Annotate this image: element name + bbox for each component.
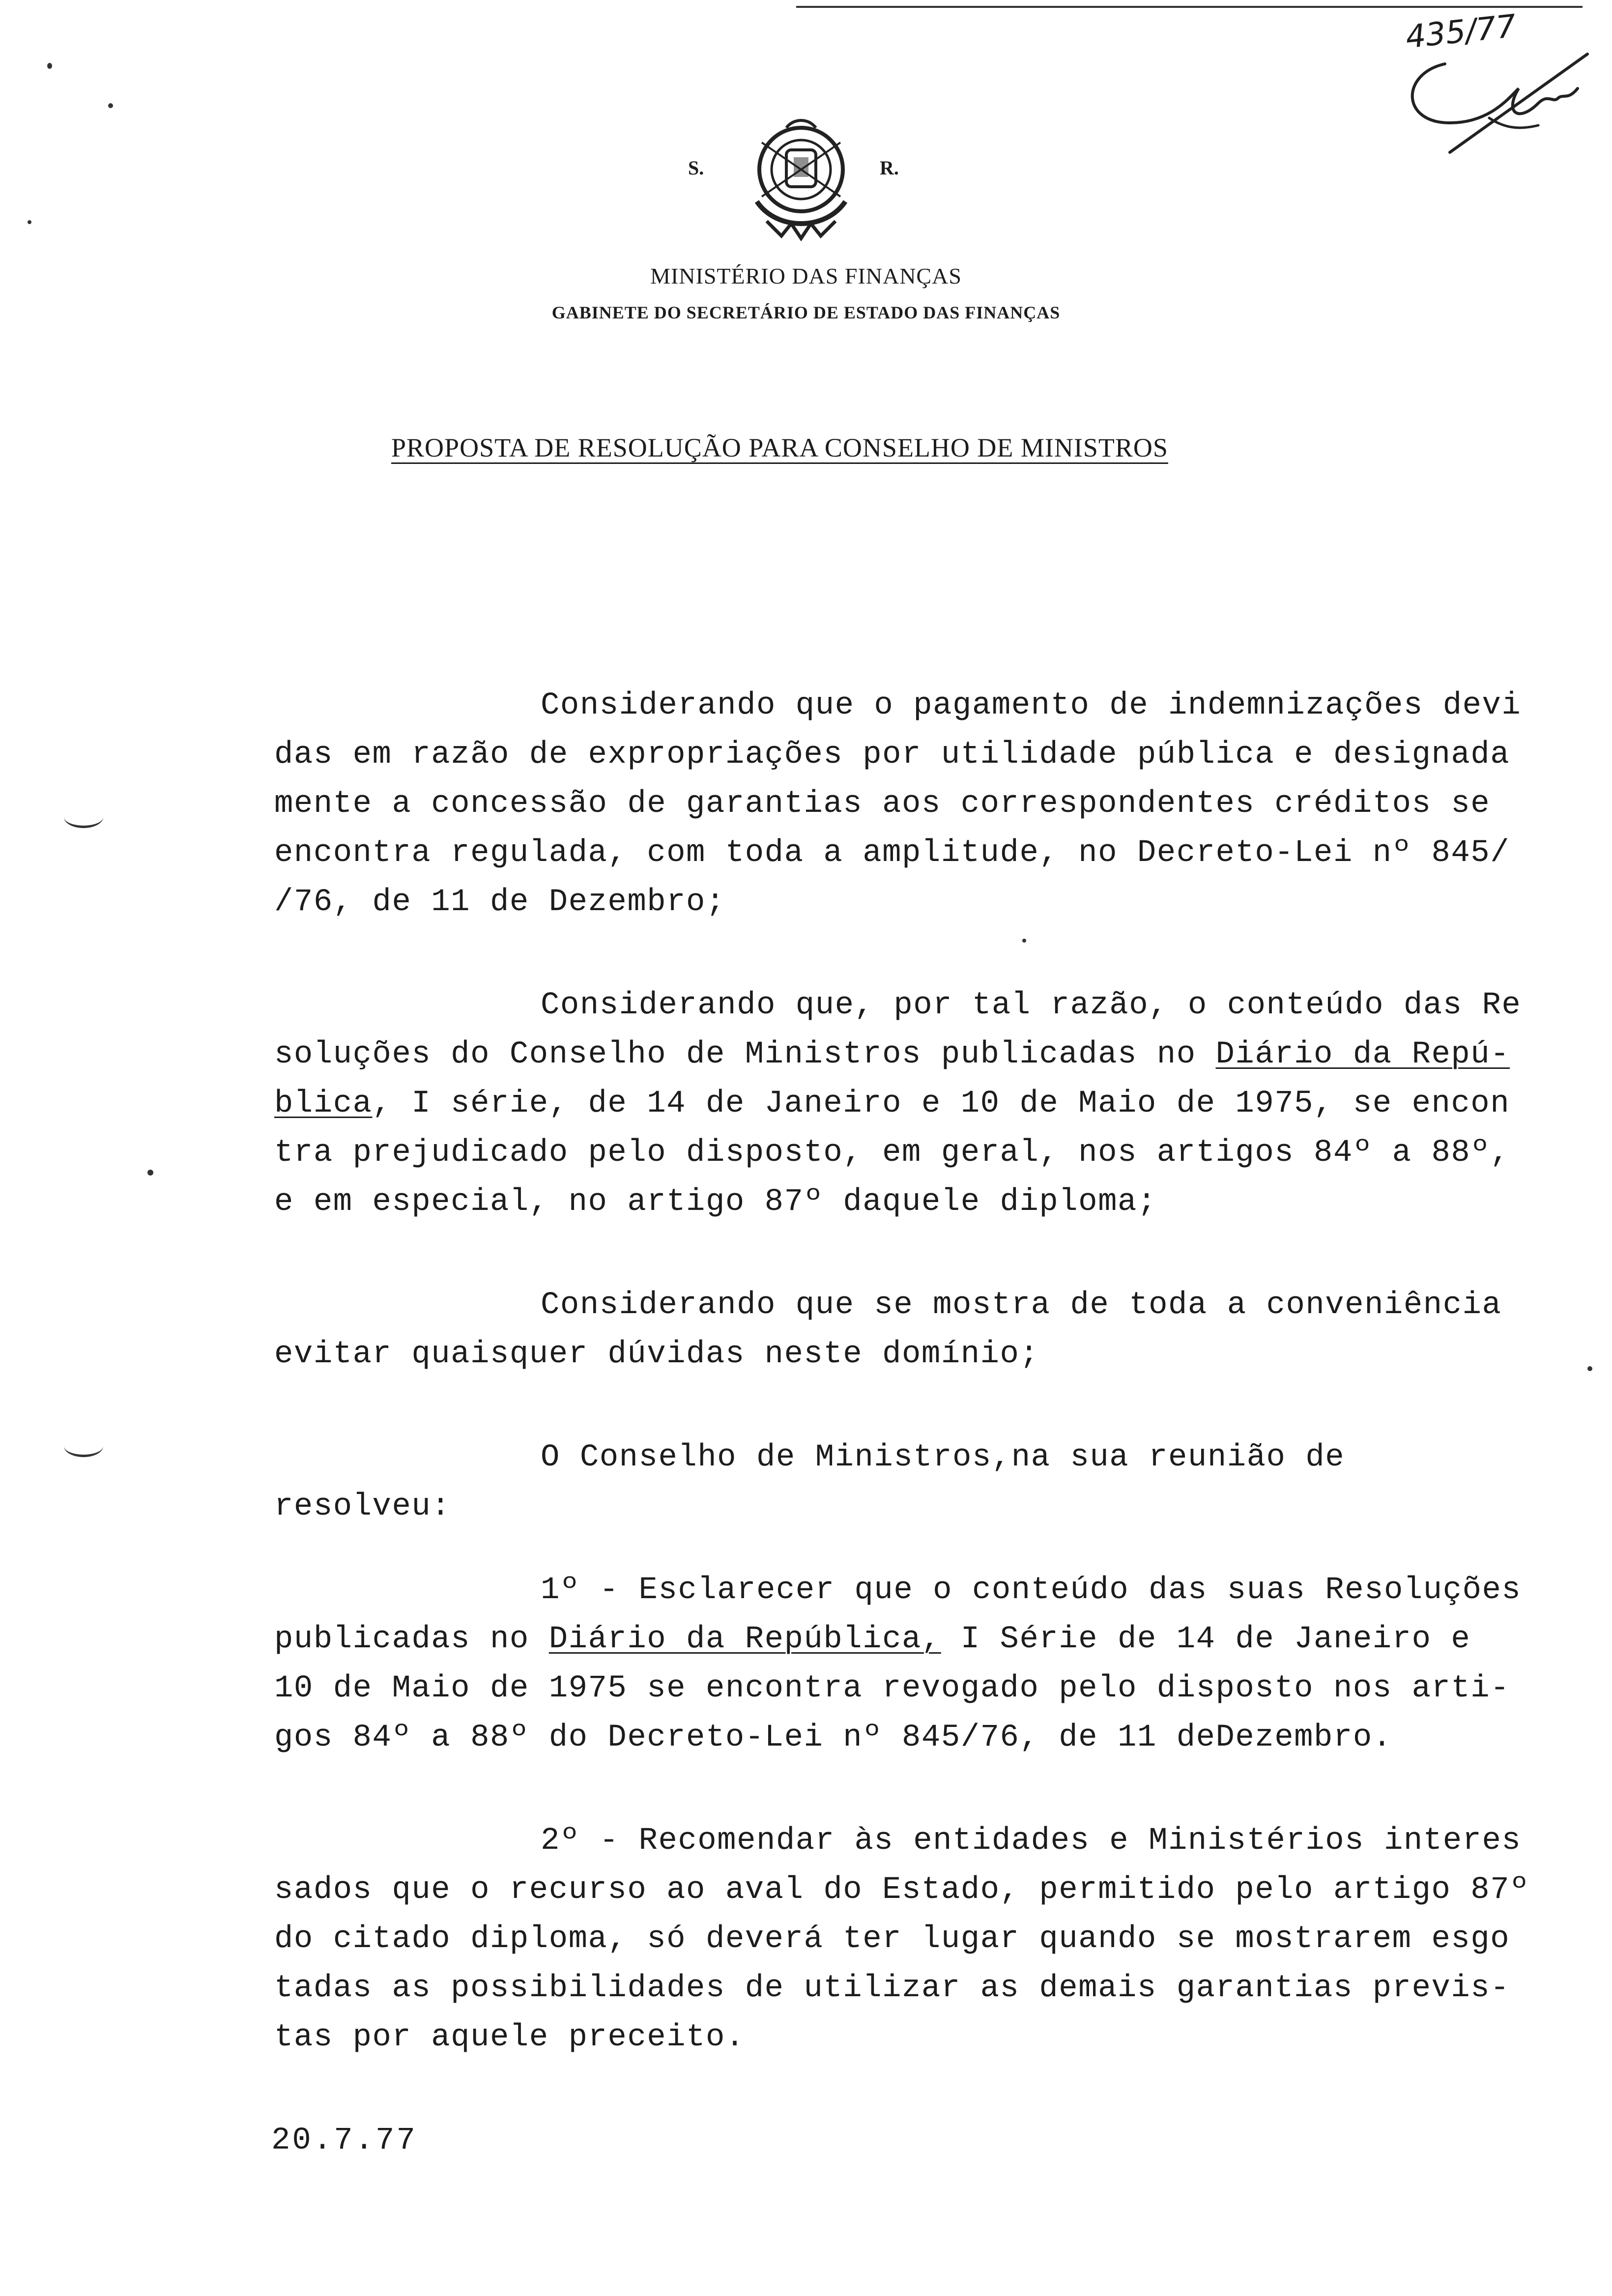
paragraph-4-line: O Conselho de Ministros,na sua reunião de bbox=[541, 1440, 1345, 1475]
paragraph-1-line: Considerando que o pagamento de indemnizações devi bbox=[541, 688, 1522, 723]
item-2-line: tas por aquele preceito. bbox=[274, 2020, 745, 2055]
scan-hole-mark bbox=[64, 1435, 103, 1457]
paragraph-2-text: soluções do Conselho de Ministros publicadas no bbox=[274, 1037, 1216, 1072]
paragraph-2-line bbox=[274, 1086, 1510, 1121]
scan-speck bbox=[147, 1170, 153, 1176]
paragraph-3-line: Considerando que se mostra de toda a conveniência bbox=[541, 1288, 1502, 1323]
paragraph-4-line: resolveu: bbox=[274, 1489, 451, 1524]
proposal-title: PROPOSTA DE RESOLUÇÃO PARA CONSELHO DE MINISTROS bbox=[391, 433, 1168, 462]
item-1-line bbox=[274, 1622, 1470, 1657]
paragraph-2-line: tra prejudicado pelo disposto, em geral, nos artigos 84º a 88º, bbox=[274, 1135, 1510, 1171]
paragraph-2-line: Considerando que, por tal razão, o conteúdo das Re bbox=[541, 988, 1522, 1023]
item-2-line: do citado diploma, só deverá ter lugar quando se mostrarem esgo bbox=[274, 1922, 1510, 1957]
paragraph-2-line bbox=[274, 1037, 1510, 1072]
coat-of-arms-icon bbox=[737, 108, 865, 251]
scan-speck bbox=[1022, 939, 1026, 943]
document-date: 20.7.77 bbox=[271, 2123, 417, 2158]
paragraph-1-line: encontra regulada, com toda a amplitude, no Decreto-Lei nº 845/ bbox=[274, 835, 1510, 871]
item-2-line: 2º - Recomendar às entidades e Ministérios interes bbox=[541, 1823, 1522, 1859]
paragraph-2-line: e em especial, no artigo 87º daquele diploma; bbox=[274, 1184, 1157, 1220]
letterhead-left-initial: S. bbox=[688, 157, 704, 179]
cabinet-subheading: GABINETE DO SECRETÁRIO DE ESTADO DAS FINANÇAS bbox=[551, 303, 1061, 322]
diario-da-republica-reference: Diário da Repú- bbox=[1215, 1037, 1510, 1072]
item-1-text: I Série de 14 de Janeiro e bbox=[941, 1622, 1471, 1657]
letterhead-right-initial: R. bbox=[880, 157, 899, 179]
handwritten-reference: 435/77 bbox=[1404, 8, 1518, 56]
item-1-line: gos 84º a 88º do Decreto-Lei nº 845/76, de 11 deDezembro. bbox=[274, 1720, 1392, 1755]
item-2-line: tadas as possibilidades de utilizar as demais garantias previs- bbox=[274, 1971, 1510, 2006]
scan-speck bbox=[108, 103, 113, 108]
diario-da-republica-reference: blica bbox=[274, 1086, 373, 1121]
scan-hole-mark bbox=[64, 806, 103, 828]
scan-speck bbox=[1587, 1366, 1592, 1371]
item-1-line: 10 de Maio de 1975 se encontra revogado pelo disposto nos arti- bbox=[274, 1671, 1510, 1706]
item-2-line: sados que o recurso ao aval do Estado, permitido pelo artigo 87º bbox=[274, 1872, 1529, 1908]
signature-icon bbox=[1391, 29, 1597, 167]
paragraph-3-line: evitar quaisquer dúvidas neste domínio; bbox=[274, 1337, 1039, 1372]
diario-da-republica-reference: Diário da República, bbox=[548, 1622, 941, 1657]
item-1-line: 1º - Esclarecer que o conteúdo das suas Resoluções bbox=[541, 1573, 1522, 1608]
ministry-heading: MINISTÉRIO DAS FINANÇAS bbox=[650, 263, 962, 288]
scan-speck bbox=[47, 63, 52, 69]
paragraph-1-line: das em razão de expropriações por utilidade pública e designada bbox=[274, 737, 1510, 773]
paragraph-1-line: /76, de 11 de Dezembro; bbox=[274, 885, 725, 920]
scan-speck bbox=[28, 220, 31, 224]
paragraph-1-line: mente a concessão de garantias aos correspondentes créditos se bbox=[274, 786, 1491, 822]
paragraph-2-text: , I série, de 14 de Janeiro e 10 de Maio de 1975, se encon bbox=[372, 1086, 1510, 1121]
top-border-line bbox=[796, 6, 1583, 8]
item-1-text: publicadas no bbox=[274, 1622, 549, 1657]
